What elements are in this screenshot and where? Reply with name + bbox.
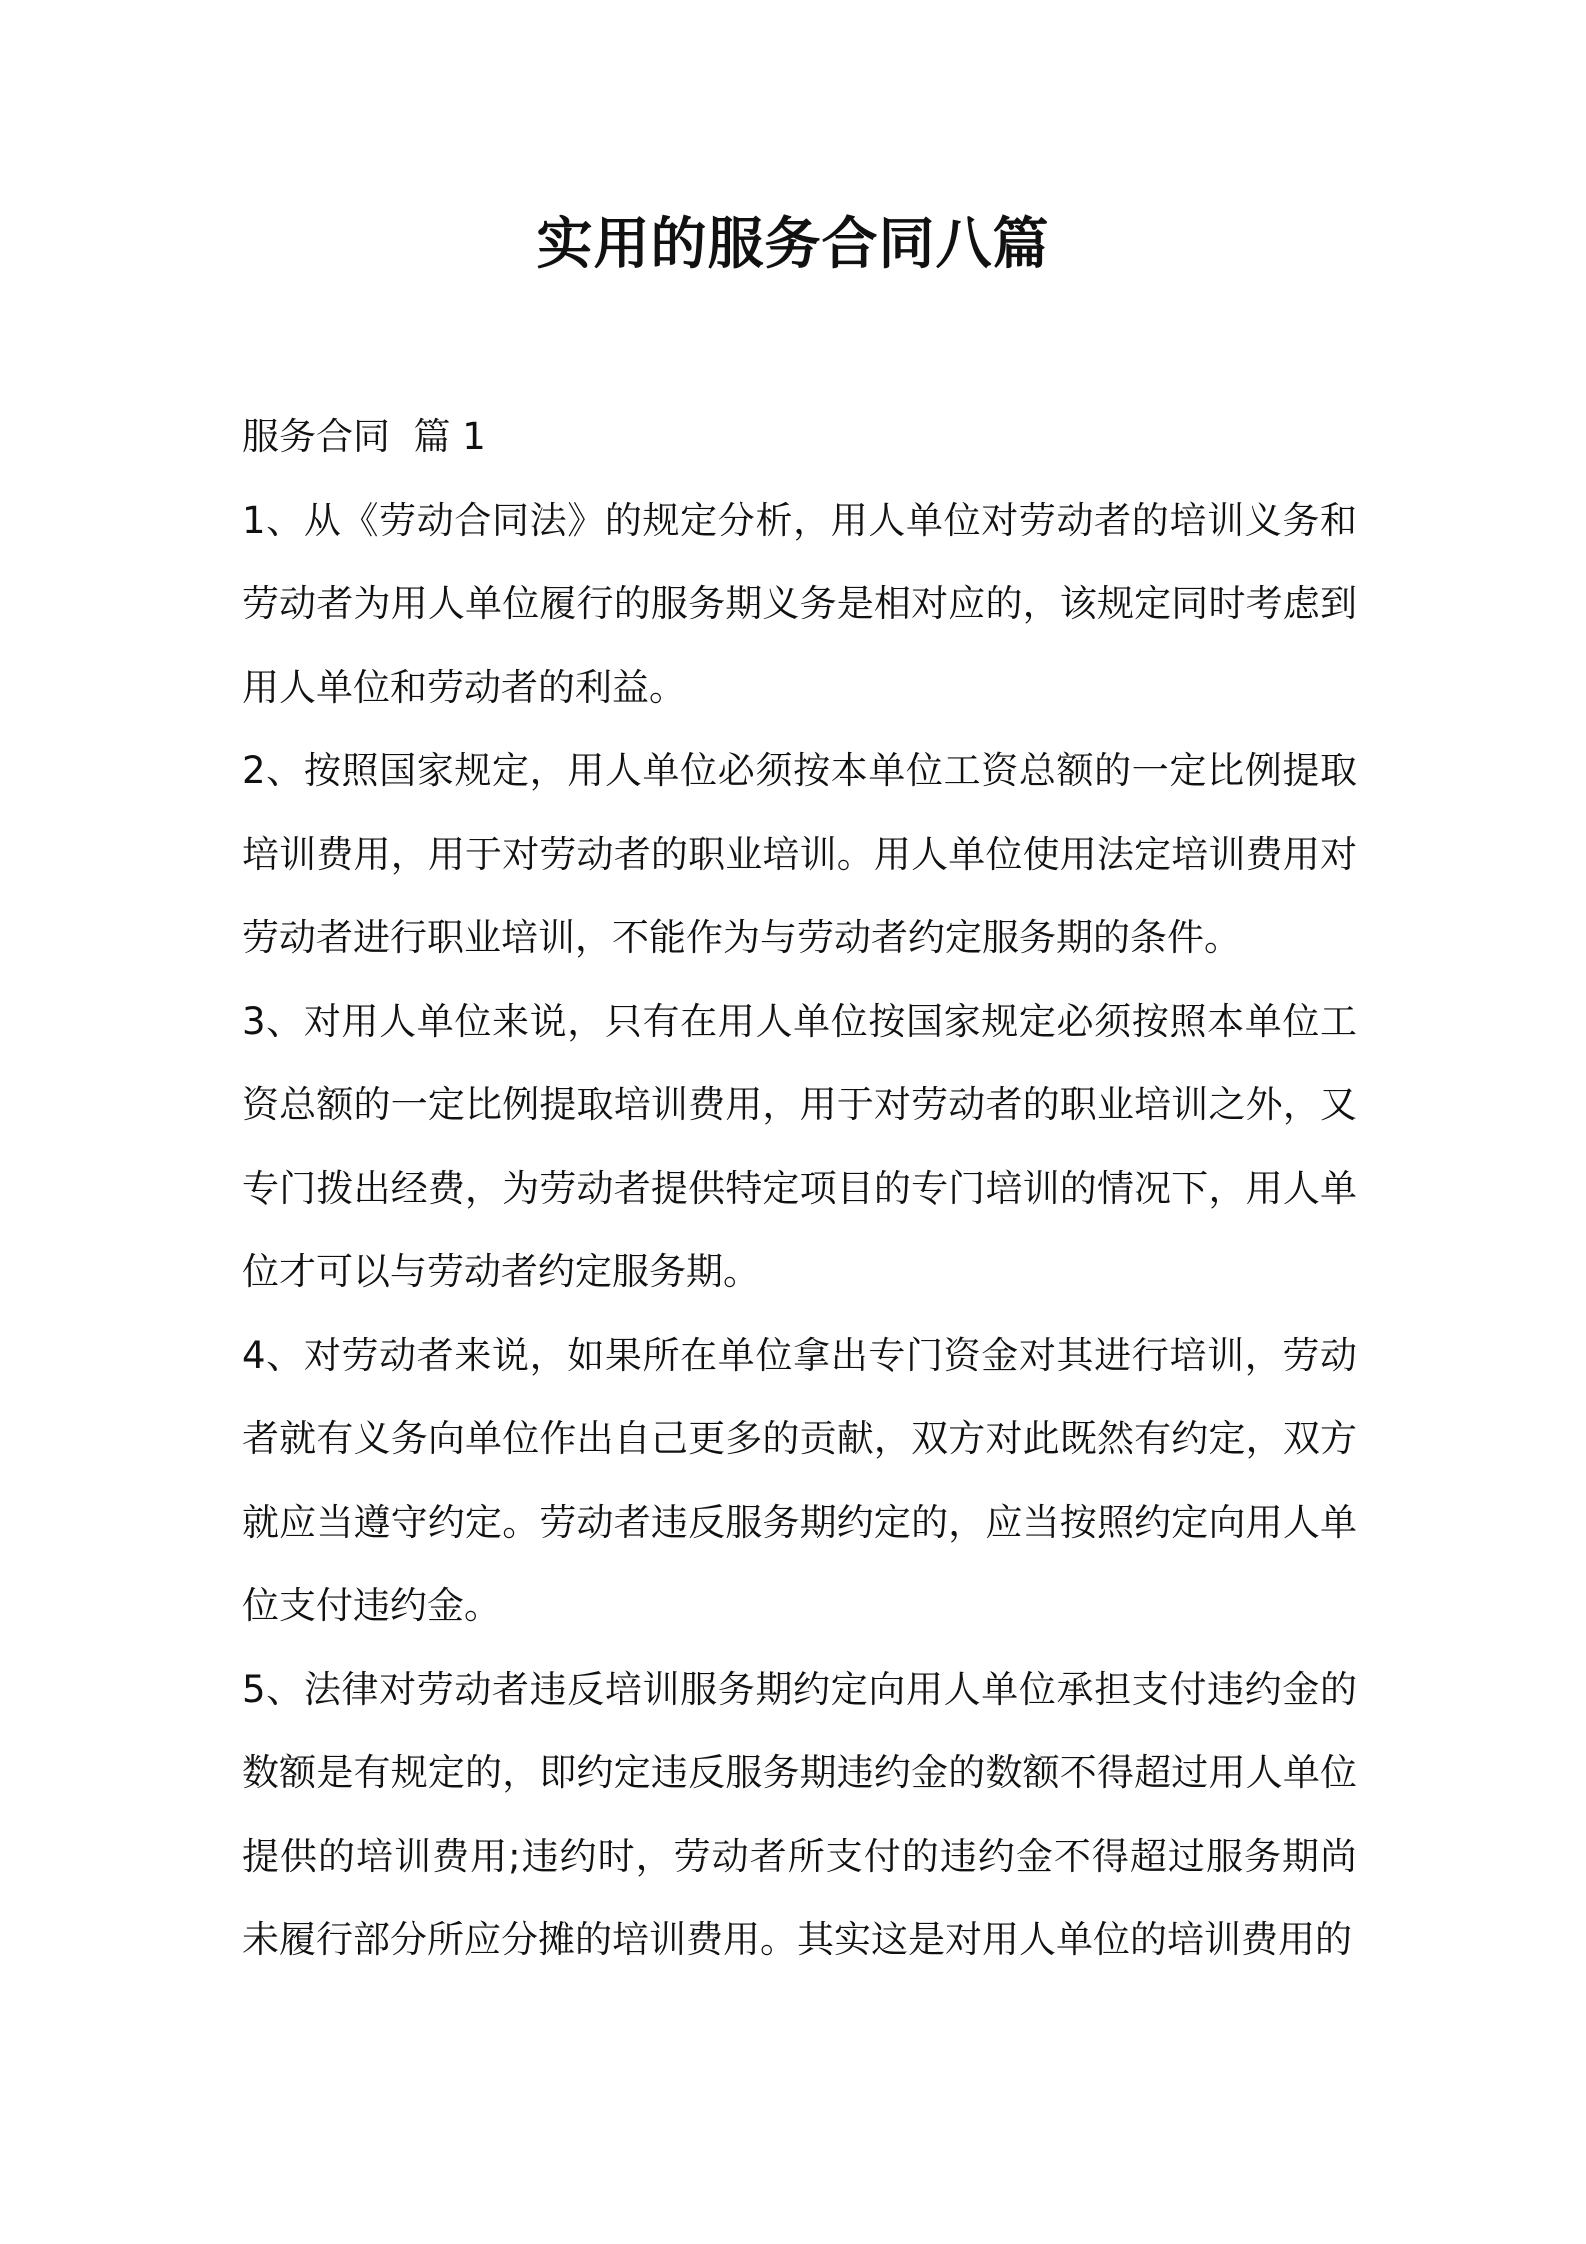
document-body (242, 395, 1357, 1982)
document-title: 实用的服务合同八篇 (536, 212, 1050, 277)
paragraph-4: 4、对劳动者来说，如果所在单位拿出专门资金对其进行培训，劳动者就有义务向单位作出自己更多的贡献，双方对此既然有约定，双方就应当遵守约定。劳动者违反服务期约定的，应当按照约定向用人单位支付违约金。 (242, 1333, 1357, 1627)
paragraph-5: 5、法律对劳动者违反培训服务期约定向用人单位承担支付违约金的数额是有规定的，即约定违反服务期违约金的数额不得超过用人单位提供的培训费用;违约时，劳动者所支付的违约金不得超过服务期尚未履行部分所应分摊的培训费用。其实这是对用人单位的培训费用的 (242, 1667, 1357, 1961)
section-heading: 服务合同 篇 1 (242, 415, 486, 458)
paragraph-2: 2、按照国家规定，用人单位必须按本单位工资总额的一定比例提取培训费用，用于对劳动者的职业培训。用人单位使用法定培训费用对劳动者进行职业培训，不能作为与劳动者约定服务期的条件。 (242, 749, 1357, 959)
paragraph-3: 3、对用人单位来说，只有在用人单位按国家规定必须按照本单位工资总额的一定比例提取培训费用，用于对劳动者的职业培训之外，又专门拨出经费，为劳动者提供特定项目的专门培训的情况下，用人单位才可以与劳动者约定服务期。 (242, 999, 1357, 1293)
paragraph-1: 1、从《劳动合同法》的规定分析，用人单位对劳动者的培训义务和劳动者为用人单位履行的服务期义务是相对应的，该规定同时考虑到用人单位和劳动者的利益。 (242, 498, 1357, 709)
